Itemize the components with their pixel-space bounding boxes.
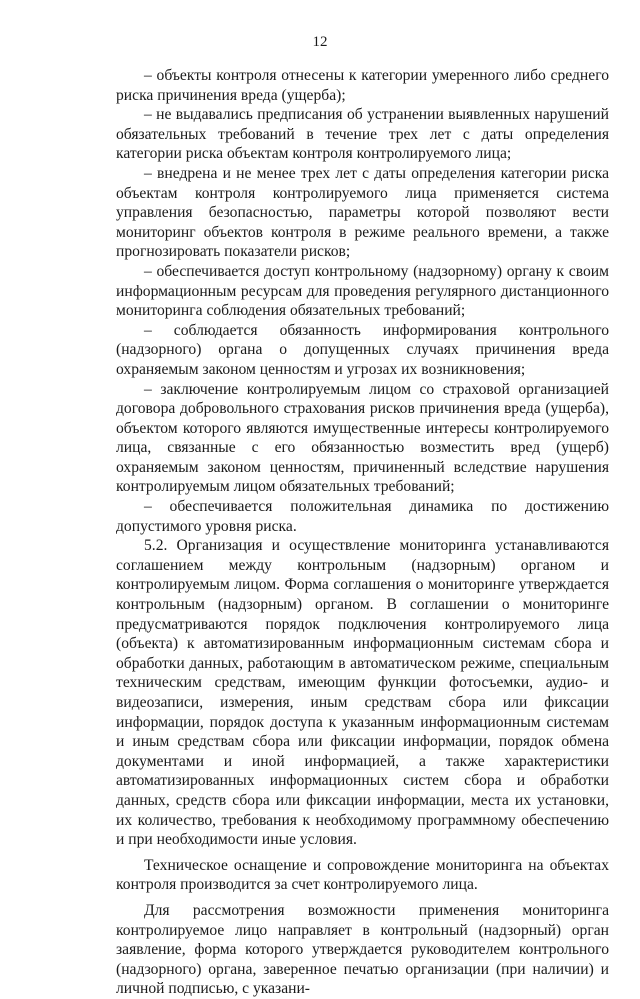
paragraph-informing-duty: – соблюдается обязанность информирования контрольного (надзорного) органа о допущенных случаях причинения вреда охраняемым законом ценностям и угрозах их возникновения; (116, 321, 609, 378)
paragraph-safety-system: – внедрена и не менее трех лет с даты определения категории риска объектам контроля контролируемого лица применяется система управления безопасностью, параметры которой позволяют вести мониторинг объектов контроля в режиме реального времени, а также прогнозировать показатели рисков; (116, 164, 609, 261)
paragraph-technical-equipment: Техническое оснащение и сопровождение мониторинга на объектах контроля производится за счет контролируемого лица. (116, 856, 609, 894)
paragraph-positive-dynamics: – обеспечивается положительная динамика по достижению допустимого уровня риска. (116, 498, 609, 535)
document-body (116, 66, 609, 999)
paragraph-insurance: – заключение контролируемым лицом со страховой организацией договора добровольного страхования рисков причинения вреда (ущерба), объектом которого являются имущественные интересы контролируемого лица, связанные с его обязанностью возместить вред (ущерб) охраняемым законом ценностям, причиненный вследствие нарушения контролируемым лицом обязательных требований; (116, 380, 609, 496)
paragraph-access-resources: – обеспечивается доступ контрольному (надзорному) органу к своим информационным ресурсам для проведения регулярного дистанционного мониторинга соблюдения обязательных требований; (116, 262, 609, 320)
paragraph-risk-category: – объекты контроля отнесены к категории умеренного либо среднего риска причинения вреда (ущерба); (116, 67, 609, 104)
paragraph-application: Для рассмотрения возможности применения мониторинга контролируемое лицо направляет в контрольный (надзорный) орган заявление, форма которого утверждается руководителем контрольного (надзорного) органа, заверенное печатью организации (при наличии) и личной подписью, с указани- (116, 901, 609, 998)
paragraph-no-orders: – не выдавались предписания об устранении выявленных нарушений обязательных требований в течение трех лет с даты определения категории риска объектам контроля контролируемого лица; (116, 106, 609, 163)
page-number: 12 (312, 34, 328, 50)
paragraph-section-5-2: 5.2. Организация и осуществление мониторинга устанавливаются соглашением между контрольным (надзорным) органом и контролируемым лицом. Форма соглашения о мониторинге утверждается контрольным (надзорным) органом. В соглашении о мониторинге предусматриваются порядок подключения контролируемого лица (объекта) к автоматизированным информационным системам сбора и обработки данных, работающим в автоматическом режиме, специальным техническим средствам, имеющим функции фотосъемки, аудио- и видеозаписи, измерения, иным средствам сбора или фиксации информации, порядок доступа к указанным информационным системам и иным средствам сбора или фиксации информации, порядок обмена документами и иной информацией, а также характеристики автоматизированных информационных систем сбора и обработки данных, средств сбора или фиксации информации, места их установки, их количество, требования к необходимому программному обеспечению и при необходимости иные условия. (116, 537, 609, 849)
